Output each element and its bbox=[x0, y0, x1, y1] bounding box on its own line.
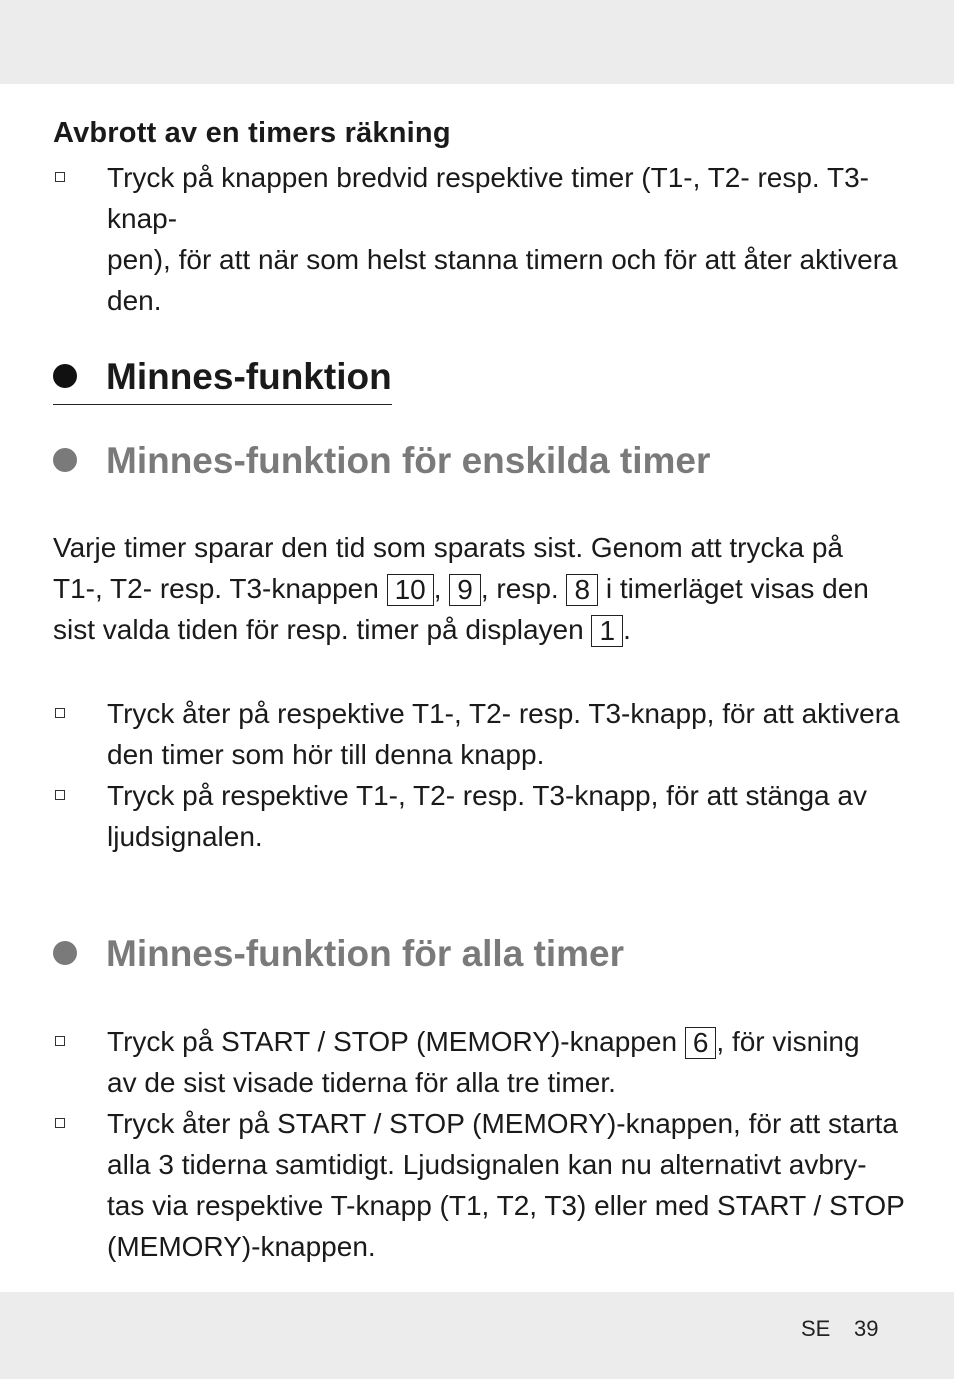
item-line: Tryck på respektive T1-, T2- resp. T3-knapp, för att stänga av bbox=[107, 780, 867, 811]
ref-number-8: 8 bbox=[566, 574, 598, 606]
item-line: den. bbox=[107, 285, 162, 316]
intro-text: sist valda tiden för resp. timer på displayen bbox=[53, 614, 592, 645]
ref-number-6: 6 bbox=[685, 1027, 717, 1059]
filled-bullet-icon bbox=[53, 364, 77, 388]
intro-line: Varje timer sparar den tid som sparats sist. Genom att trycka på bbox=[53, 532, 844, 563]
heading-single bbox=[53, 440, 710, 482]
grey-bullet-icon bbox=[53, 448, 77, 472]
item-line: tas via respektive T-knapp (T1, T2, T3) eller med START / STOP bbox=[107, 1190, 905, 1221]
intro-text: , resp. bbox=[480, 573, 567, 604]
checkbox-bullet-icon bbox=[55, 172, 65, 182]
item-line: den timer som hör till denna knapp. bbox=[107, 739, 545, 770]
intro-paragraph bbox=[53, 527, 903, 650]
checkbox-bullet-icon bbox=[55, 1118, 65, 1128]
footer-page-number: 39 bbox=[854, 1316, 879, 1341]
footer-language: SE bbox=[801, 1316, 831, 1341]
ref-number-1: 1 bbox=[591, 615, 623, 647]
item-line: ljudsignalen. bbox=[107, 821, 263, 852]
checkbox-bullet-icon bbox=[55, 1036, 65, 1046]
heading-main-text: Minnes-funktion bbox=[106, 356, 392, 397]
heading-single-text: Minnes-funktion för enskilda timer bbox=[106, 440, 711, 481]
item-line: av de sist visade tiderna för alla tre timer. bbox=[107, 1067, 616, 1098]
checkbox-bullet-icon bbox=[55, 708, 65, 718]
intro-text: , bbox=[433, 573, 450, 604]
item-line: (MEMORY)-knappen. bbox=[107, 1231, 376, 1262]
ref-number-10: 10 bbox=[387, 574, 434, 606]
item-line: Tryck åter på START / STOP (MEMORY)-knappen, för att starta bbox=[107, 1108, 898, 1139]
bullet-item-activate bbox=[53, 693, 908, 775]
bullet-item-silence bbox=[53, 775, 908, 857]
item-text: Tryck på START / STOP (MEMORY)-knappen bbox=[107, 1026, 685, 1057]
bullet-item-memory-start bbox=[53, 1103, 908, 1267]
grey-bullet-icon bbox=[53, 941, 77, 965]
heading-main bbox=[53, 356, 392, 405]
heading-all bbox=[53, 933, 624, 975]
item-text: , för visning bbox=[716, 1026, 860, 1057]
bullet-item-interrupt bbox=[53, 157, 908, 321]
bullet-item-memory-show bbox=[53, 1021, 908, 1103]
checkbox-bullet-icon bbox=[55, 790, 65, 800]
ref-number-9: 9 bbox=[449, 574, 481, 606]
intro-text: T1-, T2- resp. T3-knappen bbox=[53, 573, 387, 604]
intro-text: i timerläget visas den bbox=[598, 573, 869, 604]
item-line: Tryck åter på respektive T1-, T2- resp. T3-knapp, för att aktivera bbox=[107, 698, 900, 729]
item-line: alla 3 tiderna samtidigt. Ljudsignalen kan nu alternativt avbry- bbox=[107, 1149, 867, 1180]
item-line: pen), för att när som helst stanna timern och för att åter aktivera bbox=[107, 244, 898, 275]
intro-text: . bbox=[623, 614, 631, 645]
section-subheading: Avbrott av en timers räkning bbox=[53, 117, 451, 149]
top-band bbox=[0, 0, 954, 84]
item-line: Tryck på knappen bredvid respektive timer (T1-, T2- resp. T3-knap- bbox=[107, 162, 869, 234]
heading-all-text: Minnes-funktion för alla timer bbox=[106, 933, 625, 974]
